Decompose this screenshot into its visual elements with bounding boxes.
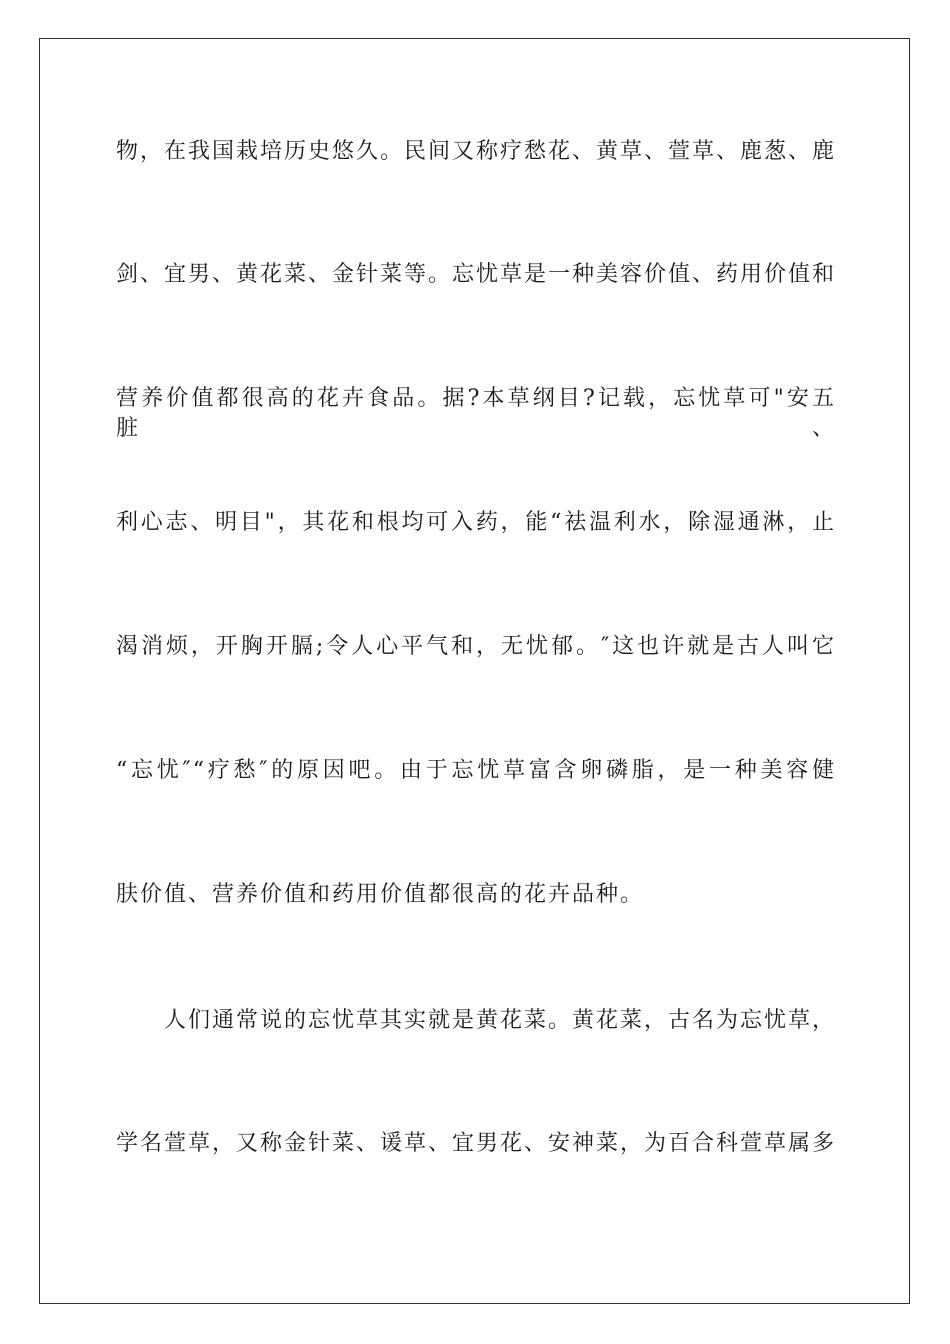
paragraph-line-7: 肤价值、营养价值和药用价值都很高的花卉品种。 [116,882,645,907]
paragraph-line-4: 利心志、明目"，其花和根均可入药，能“祛温利水，除湿通淋，止 [116,510,836,535]
page-frame [39,38,910,1304]
paragraph-line-3: 营养价值都很高的花卉食品。据?本草纲目?记载，忘忧草可"安五脏、 [116,386,836,441]
paragraph-line-9: 学名萱草，又称金针菜、谖草、宜男花、安神菜，为百合科萱草属多 [116,1131,837,1156]
paragraph-line-1: 物，在我国栽培历史悠久。民间又称疗愁花、黄草、萱草、鹿葱、鹿 [116,139,837,164]
paragraph-line-8: 人们通常说的忘忧草其实就是黄花菜。黄花菜，古名为忘忧草， [164,1008,837,1033]
paragraph-line-2: 剑、宜男、黄花菜、金针菜等。忘忧草是一种美容价值、药用价值和 [116,262,837,287]
paragraph-line-6: “忘忧″“疗愁″的原因吧。由于忘忧草富含卵磷脂，是一种美容健 [116,758,836,783]
paragraph-line-5: 渴消烦，开胸开膈;令人心平气和，无忧郁。″这也许就是古人叫它 [116,634,836,659]
